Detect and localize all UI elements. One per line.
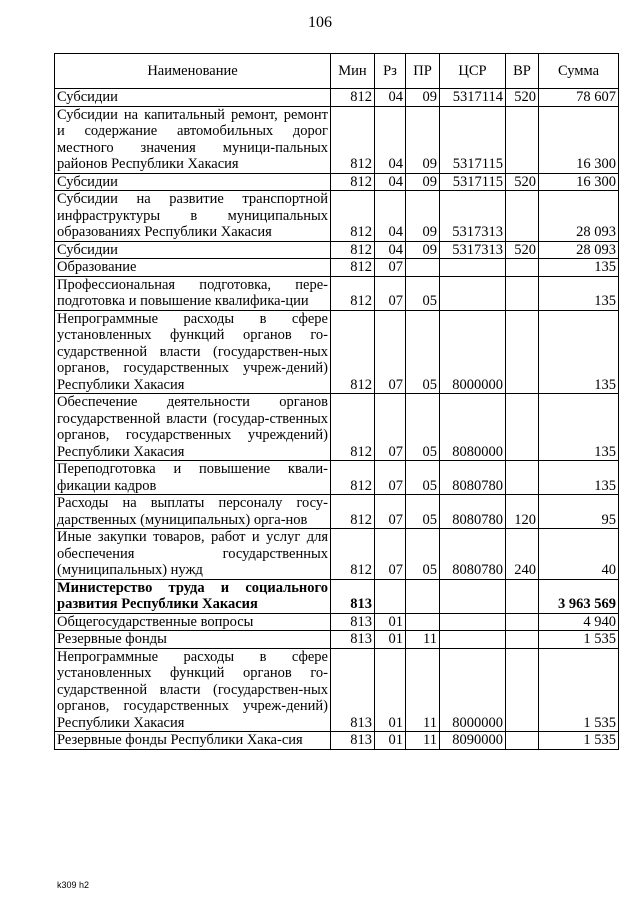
- cell-min: 813: [331, 579, 375, 613]
- table-row: [55, 310, 619, 394]
- cell-sum: 78 607: [539, 89, 619, 107]
- cell-name: Резервные фонды Республики Хака-сия: [55, 732, 331, 750]
- cell-csr: [440, 579, 506, 613]
- cell-min: 812: [331, 241, 375, 259]
- cell-vr: 240: [506, 529, 539, 580]
- cell-sum: 135: [539, 259, 619, 277]
- cell-min: 812: [331, 89, 375, 107]
- table-row: [55, 89, 619, 107]
- cell-rz: 01: [375, 631, 406, 649]
- cell-name: Субсидии: [55, 89, 331, 107]
- table-row: [55, 191, 619, 242]
- cell-pr: 09: [406, 241, 440, 259]
- cell-rz: 07: [375, 276, 406, 310]
- cell-pr: [406, 259, 440, 277]
- cell-sum: 135: [539, 394, 619, 461]
- cell-min: 812: [331, 106, 375, 173]
- table-row: [55, 241, 619, 259]
- col-header-pr: ПР: [406, 54, 440, 89]
- cell-vr: [506, 579, 539, 613]
- cell-name: Резервные фонды: [55, 631, 331, 649]
- cell-vr: 120: [506, 495, 539, 529]
- cell-vr: 520: [506, 241, 539, 259]
- cell-csr: [440, 631, 506, 649]
- table-row: [55, 276, 619, 310]
- cell-min: 812: [331, 529, 375, 580]
- cell-min: 812: [331, 173, 375, 191]
- table-header-row: [55, 54, 619, 89]
- cell-sum: 28 093: [539, 241, 619, 259]
- table-body: [55, 89, 619, 750]
- footer-code: k309 h2: [57, 880, 90, 890]
- cell-csr: 5317115: [440, 173, 506, 191]
- cell-rz: 01: [375, 732, 406, 750]
- cell-name: Образование: [55, 259, 331, 277]
- cell-vr: [506, 461, 539, 495]
- cell-sum: 135: [539, 276, 619, 310]
- cell-csr: 8080780: [440, 495, 506, 529]
- cell-name: Министерство труда и социального развития Республики Хакасия: [55, 579, 331, 613]
- cell-sum: 3 963 569: [539, 579, 619, 613]
- cell-csr: 5317313: [440, 191, 506, 242]
- cell-sum: 95: [539, 495, 619, 529]
- cell-min: 812: [331, 310, 375, 394]
- cell-rz: [375, 579, 406, 613]
- cell-name: Профессиональная подготовка, пере-подготовка и повышение квалифика-ции: [55, 276, 331, 310]
- cell-min: 812: [331, 461, 375, 495]
- cell-vr: 520: [506, 173, 539, 191]
- cell-vr: [506, 191, 539, 242]
- table-row: [55, 579, 619, 613]
- cell-rz: 04: [375, 89, 406, 107]
- col-header-rz: Рз: [375, 54, 406, 89]
- cell-name: Субсидии на капитальный ремонт, ремонт и содержание автомобильных дорог местного значения муници-пальных районов Республики Хакасия: [55, 106, 331, 173]
- table-row: [55, 394, 619, 461]
- cell-name: Непрограммные расходы в сфере установленных функций органов го-сударственной власти (государствен-ных органов, государственных учреж-дений) Республики Хакасия: [55, 310, 331, 394]
- cell-rz: 04: [375, 191, 406, 242]
- cell-csr: 5317313: [440, 241, 506, 259]
- cell-min: 812: [331, 259, 375, 277]
- cell-rz: 01: [375, 648, 406, 732]
- cell-sum: 4 940: [539, 613, 619, 631]
- cell-vr: 520: [506, 89, 539, 107]
- cell-sum: 16 300: [539, 106, 619, 173]
- cell-pr: 09: [406, 106, 440, 173]
- table-row: [55, 613, 619, 631]
- cell-rz: 07: [375, 495, 406, 529]
- cell-csr: [440, 259, 506, 277]
- cell-min: 813: [331, 648, 375, 732]
- cell-min: 813: [331, 613, 375, 631]
- table-row: [55, 732, 619, 750]
- cell-sum: 1 535: [539, 648, 619, 732]
- cell-pr: 09: [406, 173, 440, 191]
- cell-vr: [506, 631, 539, 649]
- cell-rz: 04: [375, 241, 406, 259]
- cell-csr: 5317114: [440, 89, 506, 107]
- cell-csr: 8000000: [440, 310, 506, 394]
- cell-csr: 8000000: [440, 648, 506, 732]
- cell-sum: 28 093: [539, 191, 619, 242]
- table-row: [55, 495, 619, 529]
- cell-csr: 5317115: [440, 106, 506, 173]
- table-row: [55, 631, 619, 649]
- cell-pr: 05: [406, 394, 440, 461]
- cell-pr: [406, 613, 440, 631]
- table-row: [55, 648, 619, 732]
- cell-name: Субсидии: [55, 241, 331, 259]
- cell-rz: 07: [375, 529, 406, 580]
- cell-rz: 04: [375, 106, 406, 173]
- cell-name: Непрограммные расходы в сфере установленных функций органов го-сударственной власти (государствен-ных органов, государственных учреж-дений) Республики Хакасия: [55, 648, 331, 732]
- cell-csr: [440, 276, 506, 310]
- cell-rz: 01: [375, 613, 406, 631]
- col-header-sum: Сумма: [539, 54, 619, 89]
- cell-rz: 04: [375, 173, 406, 191]
- cell-sum: 1 535: [539, 732, 619, 750]
- cell-min: 813: [331, 631, 375, 649]
- cell-pr: 05: [406, 529, 440, 580]
- cell-sum: 135: [539, 310, 619, 394]
- cell-vr: [506, 106, 539, 173]
- cell-name: Переподготовка и повышение квали-фикации кадров: [55, 461, 331, 495]
- cell-min: 812: [331, 495, 375, 529]
- cell-csr: [440, 613, 506, 631]
- cell-vr: [506, 394, 539, 461]
- cell-vr: [506, 259, 539, 277]
- cell-min: 812: [331, 276, 375, 310]
- cell-pr: 09: [406, 191, 440, 242]
- cell-rz: 07: [375, 259, 406, 277]
- cell-sum: 135: [539, 461, 619, 495]
- cell-sum: 1 535: [539, 631, 619, 649]
- col-header-name: Наименование: [55, 54, 331, 89]
- cell-csr: 8090000: [440, 732, 506, 750]
- cell-csr: 8080000: [440, 394, 506, 461]
- col-header-csr: ЦСР: [440, 54, 506, 89]
- page-number: 106: [308, 14, 332, 31]
- cell-sum: 16 300: [539, 173, 619, 191]
- cell-vr: [506, 732, 539, 750]
- cell-min: 813: [331, 732, 375, 750]
- cell-pr: 11: [406, 631, 440, 649]
- table-row: [55, 106, 619, 173]
- cell-vr: [506, 276, 539, 310]
- cell-vr: [506, 310, 539, 394]
- budget-table: [54, 53, 619, 750]
- cell-name: Субсидии: [55, 173, 331, 191]
- cell-name: Субсидии на развитие транспортной инфраструктуры в муниципальных образованиях Республики Хакасия: [55, 191, 331, 242]
- cell-pr: 05: [406, 495, 440, 529]
- cell-pr: 11: [406, 648, 440, 732]
- cell-rz: 07: [375, 461, 406, 495]
- cell-vr: [506, 613, 539, 631]
- table-row: [55, 173, 619, 191]
- table-row: [55, 461, 619, 495]
- cell-pr: 05: [406, 310, 440, 394]
- cell-name: Иные закупки товаров, работ и услуг для обеспечения государственных (муниципальных) нужд: [55, 529, 331, 580]
- cell-min: 812: [331, 191, 375, 242]
- cell-rz: 07: [375, 310, 406, 394]
- cell-name: Расходы на выплаты персоналу госу-дарственных (муниципальных) орга-нов: [55, 495, 331, 529]
- col-header-min: Мин: [331, 54, 375, 89]
- table-row: [55, 259, 619, 277]
- cell-pr: [406, 579, 440, 613]
- cell-name: Обеспечение деятельности органов государственной власти (государ-ственных органов, государственных учреждений) Республики Хакасия: [55, 394, 331, 461]
- cell-pr: 11: [406, 732, 440, 750]
- cell-name: Общегосударственные вопросы: [55, 613, 331, 631]
- cell-csr: 8080780: [440, 461, 506, 495]
- col-header-vr: ВР: [506, 54, 539, 89]
- cell-pr: 05: [406, 461, 440, 495]
- cell-rz: 07: [375, 394, 406, 461]
- cell-vr: [506, 648, 539, 732]
- cell-min: 812: [331, 394, 375, 461]
- cell-sum: 40: [539, 529, 619, 580]
- cell-pr: 09: [406, 89, 440, 107]
- table-row: [55, 529, 619, 580]
- cell-csr: 8080780: [440, 529, 506, 580]
- cell-pr: 05: [406, 276, 440, 310]
